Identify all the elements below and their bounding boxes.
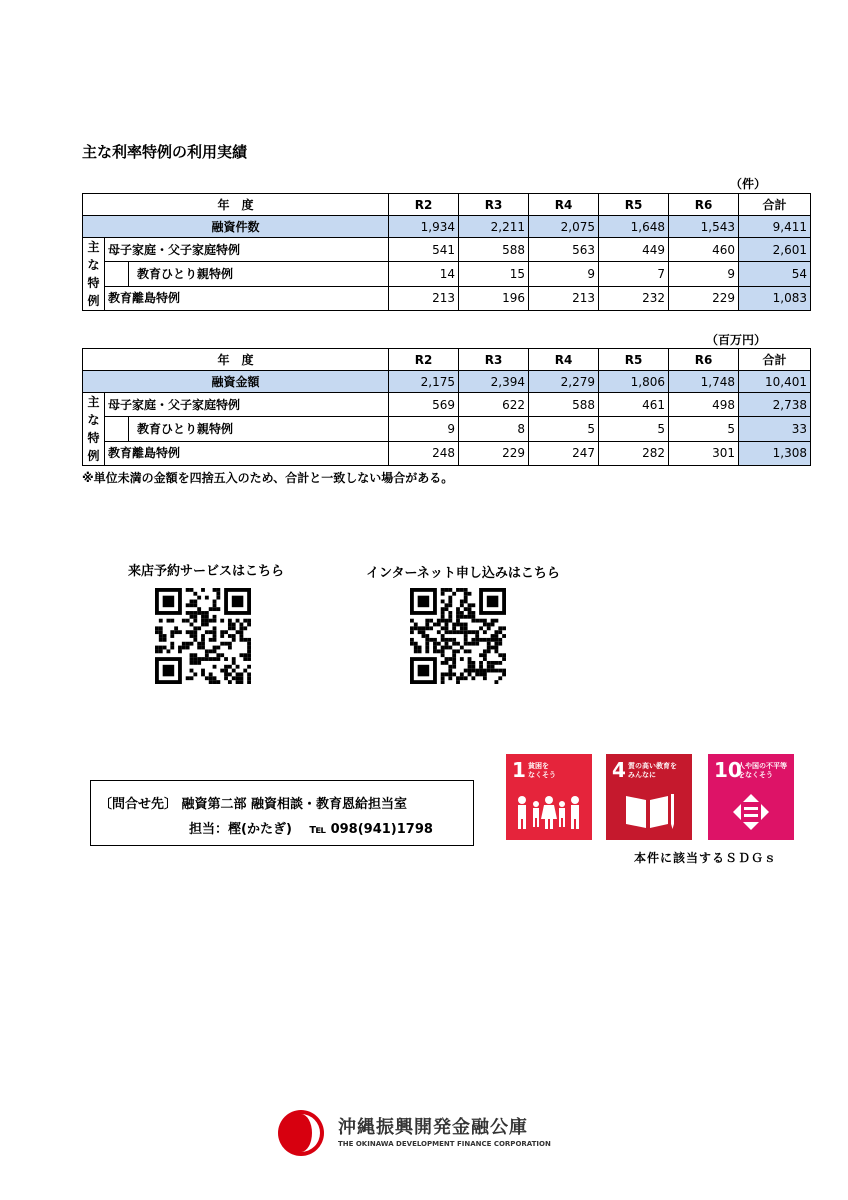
table-cell: 1,308 [739,441,811,465]
header-r4: R4 [529,349,599,371]
table-cell: 460 [669,238,739,262]
table-cell: 498 [669,393,739,417]
header-year: 年 度 [83,349,389,371]
row-label: 教育離島特例 [105,441,389,465]
row-label: 母子家庭・父子家庭特例 [105,238,389,262]
header-r5: R5 [599,349,669,371]
total-label: 融資件数 [83,216,389,238]
header-r6: R6 [669,349,739,371]
header-r3: R3 [459,349,529,371]
table-cell: 232 [599,286,669,310]
table-cell: 54 [739,262,811,286]
table-cell: 9 [529,262,599,286]
row-label: 教育ひとり親特例 [129,262,389,286]
header-total: 合計 [739,194,811,216]
table-cell: 2,394 [459,371,529,393]
table-cell: 33 [739,417,811,441]
contact-box [90,780,474,846]
header-r2: R2 [389,349,459,371]
side-label: 主 な 特 例 [83,238,105,311]
sdg-goal-10-icon: 10 人や国の不平等 をなくそう [708,754,794,840]
table-cell: 2,279 [529,371,599,393]
page-title: 主な利率特例の利用実績 [82,143,248,161]
sdg-goal-1-icon: 1 貧困を なくそう [506,754,592,840]
table2-total-row [83,371,811,393]
table-cell: 1,543 [669,216,739,238]
table-cell: 196 [459,286,529,310]
table-cell: 541 [389,238,459,262]
table-cell: 301 [669,441,739,465]
table-cell: 2,601 [739,238,811,262]
table-cell: 7 [599,262,669,286]
indent-cell [105,262,129,286]
table-cell: 14 [389,262,459,286]
side-label: 主 な 特 例 [83,393,105,466]
table-cell: 563 [529,238,599,262]
table1-unit: （件） [729,177,766,191]
table-cell: 229 [459,441,529,465]
table-cell: 5 [599,417,669,441]
sdgs-caption: 本件に該当するＳＤＧｓ [634,851,778,865]
table-cell: 213 [389,286,459,310]
table-row [83,238,811,262]
header-year: 年 度 [83,194,389,216]
table-cell: 1,648 [599,216,669,238]
table-cell: 282 [599,441,669,465]
equality-icon [731,792,771,832]
table-cell: 622 [459,393,529,417]
table-cell: 15 [459,262,529,286]
qr-code-icon[interactable] [155,588,251,684]
loan-amount-table [82,348,811,466]
table-cell: 2,175 [389,371,459,393]
header-r5: R5 [599,194,669,216]
organization-name-en: THE OKINAWA DEVELOPMENT FINANCE CORPORATION [338,1140,551,1148]
table-cell: 229 [669,286,739,310]
table-cell: 5 [669,417,739,441]
header-r2: R2 [389,194,459,216]
indent-cell [105,417,129,441]
book-icon [624,790,676,832]
okinawa-dfc-logo-icon [276,1108,326,1158]
table-row [83,262,811,286]
table-cell: 2,738 [739,393,811,417]
table-cell: 9,411 [739,216,811,238]
header-r3: R3 [459,194,529,216]
table-row [83,286,811,310]
table1-header-row [83,194,811,216]
table-row [83,393,811,417]
organization-name: 沖縄振興開発金融公庫 [338,1117,528,1138]
table-cell: 8 [459,417,529,441]
table-cell: 10,401 [739,371,811,393]
table-cell: 248 [389,441,459,465]
table-cell: 461 [599,393,669,417]
family-icon [514,792,584,832]
table-cell: 588 [459,238,529,262]
header-total: 合計 [739,349,811,371]
row-label: 教育ひとり親特例 [129,417,389,441]
total-label: 融資金額 [83,371,389,393]
qr-code-icon[interactable] [410,588,506,684]
table2-header-row [83,349,811,371]
table-cell: 213 [529,286,599,310]
header-r6: R6 [669,194,739,216]
table-cell: 1,934 [389,216,459,238]
row-label: 母子家庭・父子家庭特例 [105,393,389,417]
header-r4: R4 [529,194,599,216]
table-cell: 1,748 [669,371,739,393]
contact-dept: 〔問合せ先〕 融資第二部 融資相談・教育恩給担当室 [99,797,408,812]
qr-label-internet: インターネット申し込みはこちら [366,566,560,581]
table-cell: 449 [599,238,669,262]
table-cell: 1,806 [599,371,669,393]
table-cell: 5 [529,417,599,441]
loan-count-table [82,193,811,311]
row-label: 教育離島特例 [105,286,389,310]
qr-label-reservation: 来店予約サービスはこちら [127,564,284,579]
table-row [83,417,811,441]
table-cell: 247 [529,441,599,465]
table-cell: 9 [389,417,459,441]
table-row [83,441,811,465]
sdg-goal-4-icon: 4 質の高い教育を みんなに [606,754,692,840]
table-cell: 1,083 [739,286,811,310]
table-cell: 569 [389,393,459,417]
table2-unit: （百万円） [705,333,766,347]
contact-person: 担当：樫(かたぎ) ℡ 098(941)1798 [189,822,433,837]
table1-total-row [83,216,811,238]
table-cell: 2,211 [459,216,529,238]
table-cell: 9 [669,262,739,286]
table-cell: 2,075 [529,216,599,238]
table-cell: 588 [529,393,599,417]
footnote: ※単位未満の金額を四捨五入のため、合計と一致しない場合がある。 [82,471,454,485]
